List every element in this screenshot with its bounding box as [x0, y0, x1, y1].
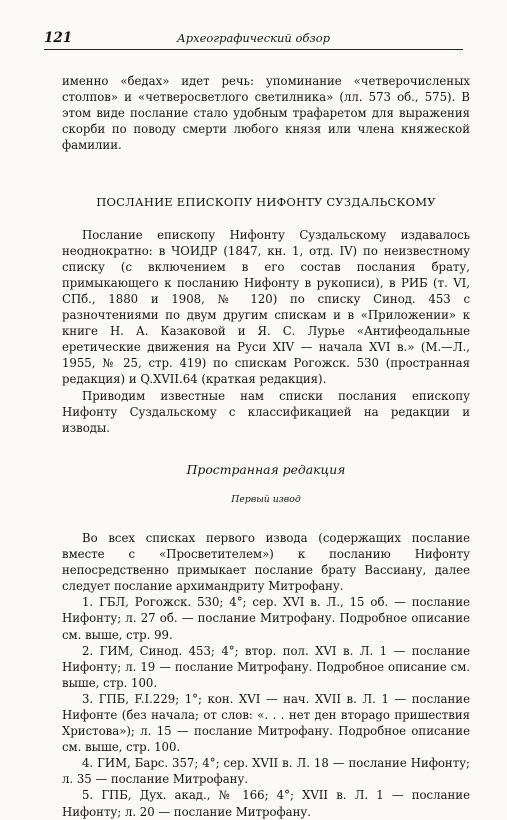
manuscript-entry: 1. ГБЛ, Рогожск. 530; 4°; сер. XVI в. Л., 15 об. — послание Нифонту; л. 27 об. — послание Митрофану. Подробное описание см. выше, стр. 99.: [62, 595, 470, 642]
manuscript-entry: 5. ГПБ, Дух. акад., № 166; 4°; XVII в. Л. 1 — послание Нифонту; л. 20 — послание Митрофану.: [62, 788, 470, 819]
page-number: 121: [44, 30, 73, 46]
izvod-intro-paragraph: Во всех списках первого извода (содержащих послание вместе с «Просветителем») к посланию Нифонту непосредственно примыкает послание брату Вассиану, далее следует послание архимандриту Митрофану.: [62, 530, 470, 594]
redaction-heading: Пространная редакция: [186, 461, 346, 477]
running-title: Археографический обзор: [177, 31, 330, 45]
body-paragraph: Приводим известные нам списки послания епископу Нифонту Суздальскому с классификацией на редакции и изводы.: [62, 388, 470, 435]
manuscript-entry: 2. ГИМ, Синод. 453; 4°; втор. пол. XVI в. Л. 1 — послание Нифонту; л. 19 — послание Митрофану. Подробное описание см. выше, стр. 100.: [62, 643, 470, 690]
body-paragraph: Послание епископу Нифонту Суздальскому издавалось неоднократно: в ЧОИДР (1847, кн. 1, отд. IV) по неизвестному списку (с включением в его состав послания брату, примыкающего к посланию Нифонту в рукописи), в РИБ (т. VI, СПб., 1880 и 1908, № 120) по списку Синод. 453 с разночтениями по двум другим спискам и в «Приложении» к книге Н. А. Казаковой и Я. С. Лурье «Антифеодальные еретические движения на Руси XIV — начала XVI в.» (М.—Л., 1955, № 25, стр. 419) по спискам Рогожск. 530 (пространная редакция) и Q.XVII.64 (краткая редакция).: [62, 227, 470, 387]
page-body: [62, 73, 470, 820]
page-header: [44, 30, 463, 50]
continuation-paragraph: именно «бедах» идет речь: упоминание «четверочисленых столпов» и «четверосветлого светилника» (лл. 573 об., 575). В этом виде послание стало удобным трафаретом для выражения скорби по поводу смерти любого князя или члена княжеской фамилии.: [62, 74, 470, 153]
manuscript-entry: 4. ГИМ, Барс. 357; 4°; сер. XVII в. Л. 18 — послание Нифонту; л. 35 — послание Митрофану.: [62, 756, 470, 787]
manuscript-entry: 3. ГПБ, F.I.229; 1°; кон. XVI — нач. XVII в. Л. 1 — послание Нифонте (без начала; от слов: «. . . нет ден вторago пришествия Христова»); л. 15 — послание Митрофану. Подробное описание см. выше, стр. 100.: [62, 691, 470, 755]
section-heading: ПОСЛАНИЕ ЕПИСКОПУ НИФОНТУ СУЗДАЛЬСКОМУ: [96, 195, 436, 210]
izvod-heading: Первый извод: [231, 493, 301, 505]
